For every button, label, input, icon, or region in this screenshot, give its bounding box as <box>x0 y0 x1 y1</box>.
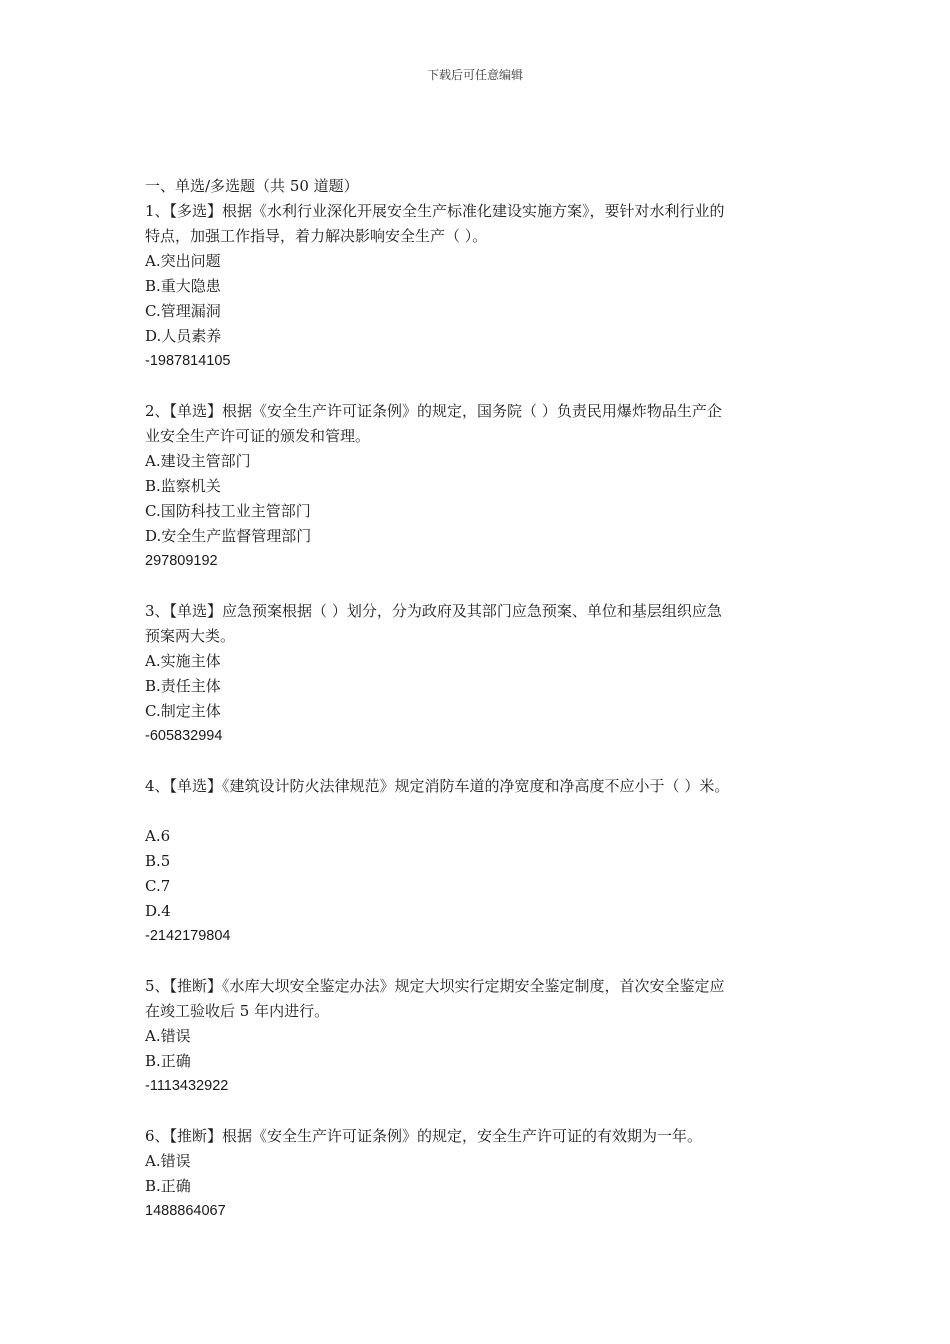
option-b: B.正确 <box>145 1052 191 1070</box>
page-header: 下载后可任意编辑 <box>426 68 523 82</box>
question-code: -605832994 <box>145 728 223 744</box>
option-b: B.监察机关 <box>145 477 221 495</box>
question-stem-line: 2、【单选】根据《安全生产许可证条例》的规定，国务院（ ）负责民用爆炸物品生产企 <box>145 402 722 420</box>
question-6 <box>145 1124 825 1224</box>
option-b: B.正确 <box>145 1177 191 1195</box>
option-a: A.错误 <box>145 1027 191 1045</box>
question-stem-line: 3、【单选】应急预案根据（ ）划分，分为政府及其部门应急预案、单位和基层组织应急 <box>145 602 722 620</box>
question-stem-line: 4、【单选】《建筑设计防火法律规范》规定消防车道的净宽度和净高度不应小于（ ）米。 <box>145 777 730 795</box>
question-code: -2142179804 <box>145 928 231 944</box>
option-b: B.责任主体 <box>145 677 221 695</box>
question-code: -1113432922 <box>145 1078 229 1094</box>
question-1 <box>145 199 825 374</box>
blank-line <box>145 799 825 824</box>
option-c: C.7 <box>145 877 171 895</box>
option-d: D.安全生产监督管理部门 <box>145 527 312 545</box>
option-b: B.5 <box>145 852 171 870</box>
question-stem-line: 预案两大类。 <box>145 627 236 645</box>
option-c: C.国防科技工业主管部门 <box>145 502 311 520</box>
question-4 <box>145 774 825 949</box>
option-b: B.重大隐患 <box>145 277 221 295</box>
option-c: C.制定主体 <box>145 702 221 720</box>
question-2 <box>145 399 825 574</box>
option-a: A.错误 <box>145 1152 191 1170</box>
option-a: A.建设主管部门 <box>145 452 251 470</box>
question-5 <box>145 974 825 1099</box>
question-stem-line: 业安全生产许可证的颁发和管理。 <box>145 427 371 445</box>
option-d: D.人员素养 <box>145 327 222 345</box>
option-d: D.4 <box>145 902 171 920</box>
question-stem-line: 1、【多选】根据《水利行业深化开展安全生产标准化建设实施方案》，要针对水利行业的 <box>145 202 725 220</box>
section-title: 一、单选/多选题（共 50 道题） <box>145 177 359 195</box>
option-a: A.实施主体 <box>145 652 221 670</box>
question-stem-line: 6、【推断】根据《安全生产许可证条例》的规定，安全生产许可证的有效期为一年。 <box>145 1127 703 1145</box>
option-a: A.突出问题 <box>145 252 221 270</box>
option-a: A.6 <box>145 827 171 845</box>
option-c: C.管理漏洞 <box>145 302 221 320</box>
question-3 <box>145 599 825 749</box>
question-stem-line: 在竣工验收后 5 年内进行。 <box>145 1002 330 1020</box>
question-code: 297809192 <box>145 553 218 569</box>
document-body <box>145 174 825 1249</box>
question-code: -1987814105 <box>145 353 231 369</box>
question-code: 1488864067 <box>145 1203 226 1219</box>
question-stem-line: 5、【推断】《水库大坝安全鉴定办法》规定大坝实行定期安全鉴定制度，首次安全鉴定应 <box>145 977 725 995</box>
question-stem-line: 特点，加强工作指导，着力解决影响安全生产（ ）。 <box>145 227 488 245</box>
